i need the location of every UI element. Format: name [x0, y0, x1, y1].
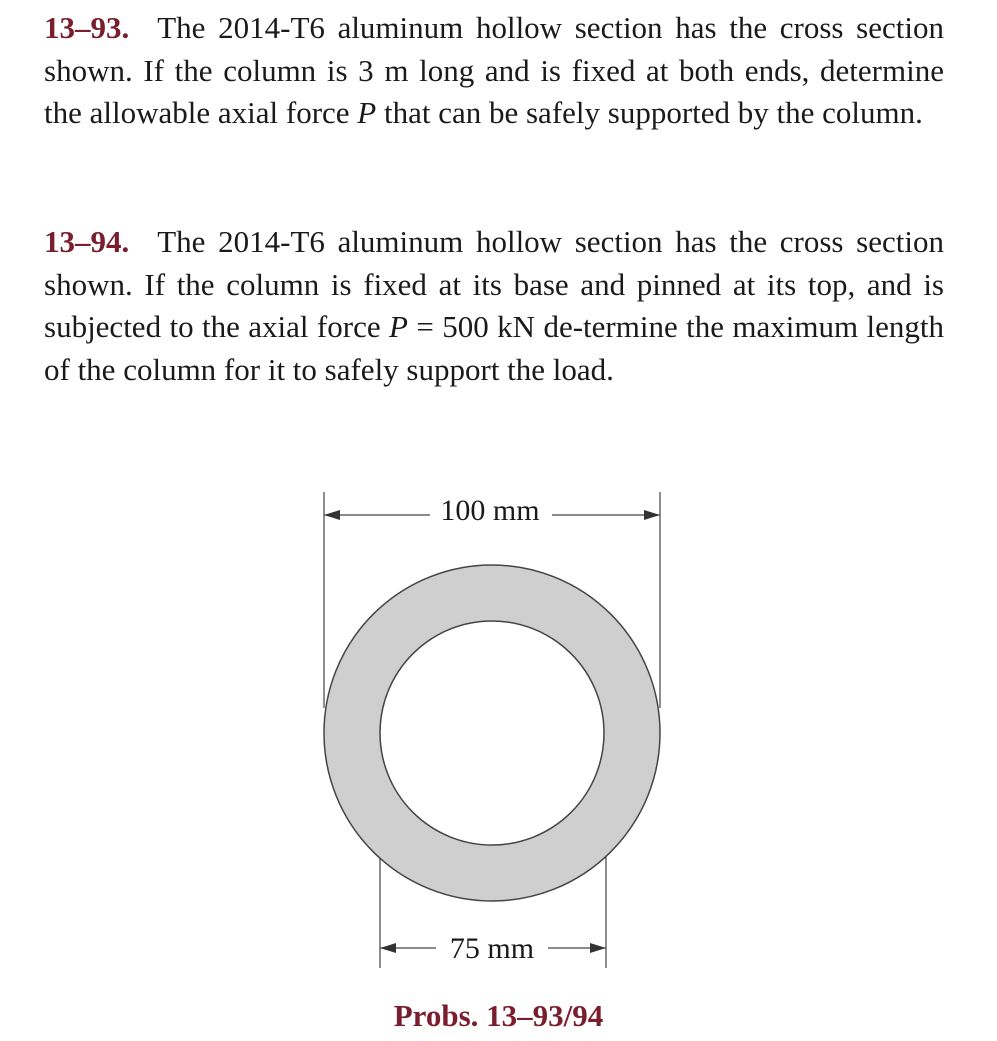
outer-dimension-label: 100 mm	[440, 494, 540, 527]
equals-sign: =	[407, 309, 443, 344]
force-symbol: P	[389, 309, 408, 344]
inner-dimension-label: 75 mm	[449, 932, 535, 965]
problem-text: The 2014-T6 aluminum hollow section has the cross section shown. If the column is 3 m long and is fixed at both ends, determine the allowable axial force	[44, 10, 944, 130]
figure-caption: Probs. 13–93/94	[393, 998, 604, 1033]
problem-text-end: de-termine the maximum length of the column for it to safely support the load.	[44, 309, 944, 387]
load-value: 500 kN	[442, 309, 536, 344]
problem-number: 13–94.	[44, 224, 130, 259]
problem-text: The 2014-T6 aluminum hollow section has the cross section shown. If the column is fixed at its base and pinned at its top, and is subjected to the axial force	[44, 224, 944, 344]
force-symbol: P	[357, 95, 377, 130]
problem-text-end: that can be safely supported by the column.	[376, 95, 923, 130]
problem-number: 13–93.	[44, 10, 130, 45]
